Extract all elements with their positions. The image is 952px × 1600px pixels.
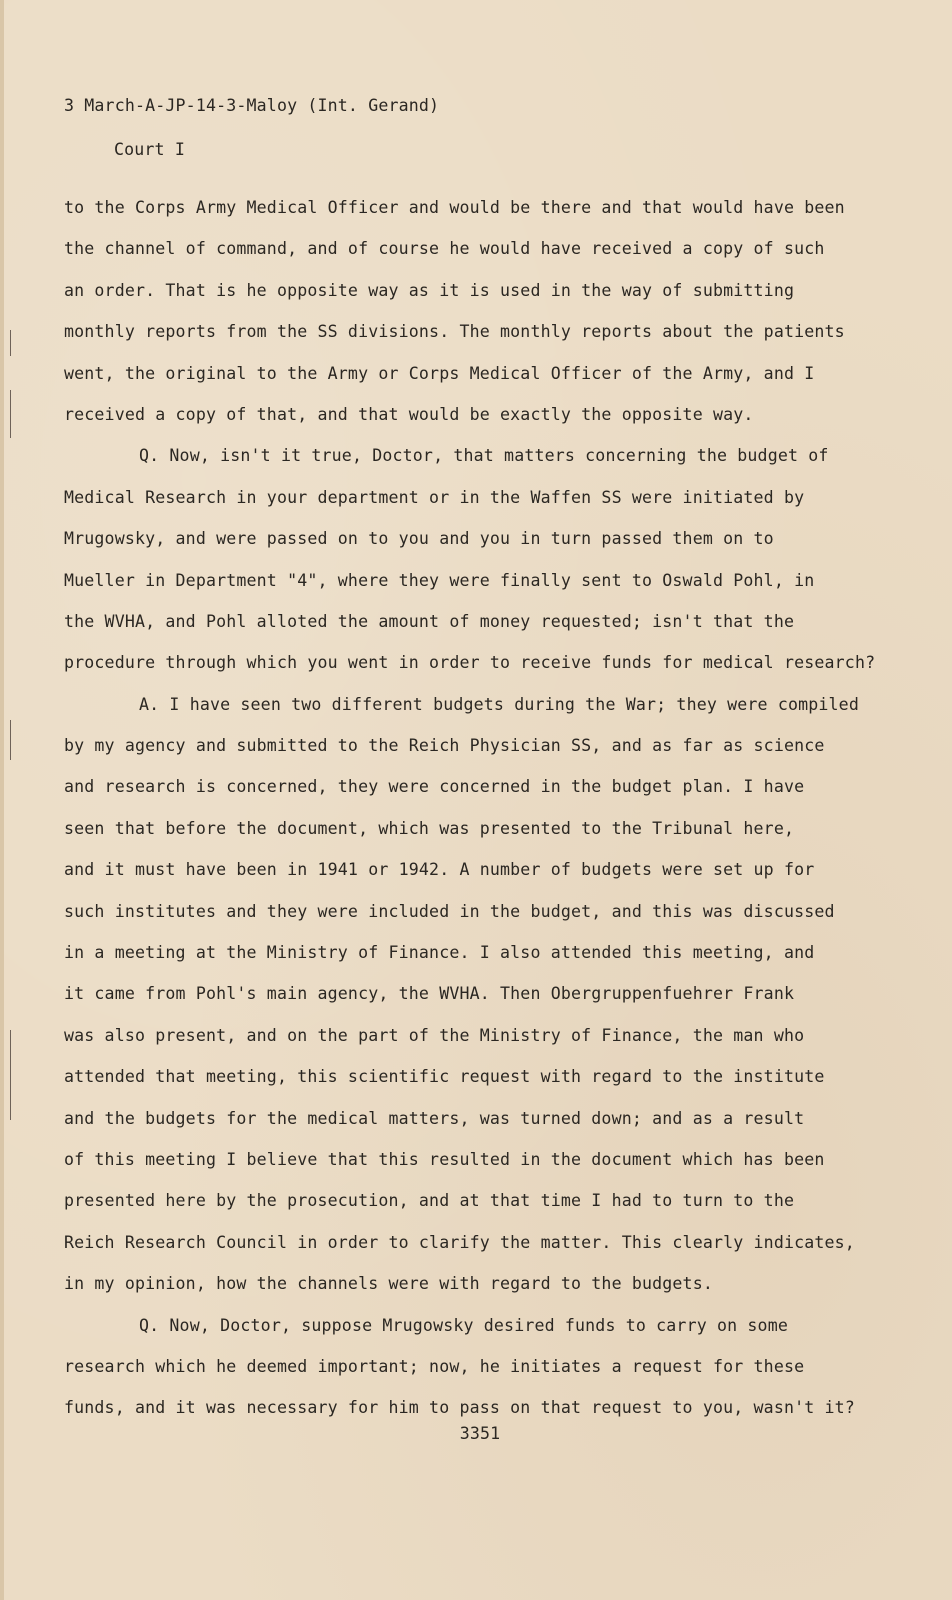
- transcript-line: an order. That is he opposite way as it is used in the way of submitting: [64, 280, 795, 300]
- question-line: Q. Now, Doctor, suppose Mrugowsky desired funds to carry on some: [139, 1315, 788, 1335]
- transcript-line: and it must have been in 1941 or 1942. A number of budgets were set up for: [64, 860, 815, 880]
- transcript-line: in a meeting at the Ministry of Finance. I also attended this meeting, and: [64, 943, 815, 963]
- transcript-line: presented here by the prosecution, and at that time I had to turn to the: [64, 1191, 795, 1211]
- transcript-line: Reich Research Council in order to clarify the matter. This clearly indicates,: [64, 1232, 855, 1252]
- transcript-line: in my opinion, how the channels were with regard to the budgets.: [64, 1274, 713, 1294]
- transcript-line: of this meeting I believe that this resulted in the document which has been: [64, 1149, 825, 1169]
- transcript-line: received a copy of that, and that would be exactly the opposite way.: [64, 404, 754, 424]
- transcript-line: research which he deemed important; now, he initiates a request for these: [64, 1356, 805, 1376]
- transcript-line: seen that before the document, which was presented to the Tribunal here,: [64, 818, 795, 838]
- answer-line: A. I have seen two different budgets during the War; they were compiled: [139, 694, 859, 714]
- transcript-line: such institutes and they were included in the budget, and this was discussed: [64, 901, 835, 921]
- transcript-line: monthly reports from the SS divisions. The monthly reports about the patients: [64, 322, 845, 342]
- transcript-line: procedure through which you went in order to receive funds for medical research?: [64, 653, 876, 673]
- court-label: Court I: [114, 140, 185, 159]
- transcript-body: [64, 196, 924, 1438]
- page-number: 3351: [459, 1424, 501, 1443]
- transcript-line: Mueller in Department "4", where they were finally sent to Oswald Pohl, in: [64, 570, 815, 590]
- margin-mark: [10, 1030, 11, 1120]
- transcript-line: Medical Research in your department or in the Waffen SS were initiated by: [64, 487, 805, 507]
- transcript-line: funds, and it was necessary for him to pass on that request to you, wasn't it?: [64, 1398, 855, 1418]
- margin-marks: [10, 330, 14, 1130]
- transcript-line: went, the original to the Army or Corps Medical Officer of the Army, and I: [64, 363, 815, 383]
- document-reference: 3 March-A-JP-14-3-Maloy (Int. Gerand): [64, 96, 440, 115]
- transcript-line: was also present, and on the part of the Ministry of Finance, the man who: [64, 1025, 805, 1045]
- transcript-line: it came from Pohl's main agency, the WVHA. Then Obergruppenfuehrer Frank: [64, 984, 795, 1004]
- document-header: [64, 94, 439, 182]
- margin-mark: [10, 720, 11, 760]
- question-line: Q. Now, isn't it true, Doctor, that matters concerning the budget of: [139, 446, 829, 466]
- margin-mark: [10, 330, 11, 356]
- transcript-line: to the Corps Army Medical Officer and would be there and that would have been: [64, 198, 845, 217]
- transcript-line: Mrugowsky, and were passed on to you and you in turn passed them on to: [64, 529, 774, 549]
- transcript-line: and research is concerned, they were concerned in the budget plan. I have: [64, 777, 805, 797]
- transcript-line: and the budgets for the medical matters, was turned down; and as a result: [64, 1108, 805, 1128]
- transcript-line: the channel of command, and of course he would have received a copy of such: [64, 239, 825, 259]
- transcript-line: the WVHA, and Pohl alloted the amount of money requested; isn't that the: [64, 611, 795, 631]
- transcript-line: attended that meeting, this scientific request with regard to the institute: [64, 1067, 825, 1087]
- transcript-line: by my agency and submitted to the Reich Physician SS, and as far as science: [64, 736, 825, 756]
- margin-mark: [10, 390, 11, 438]
